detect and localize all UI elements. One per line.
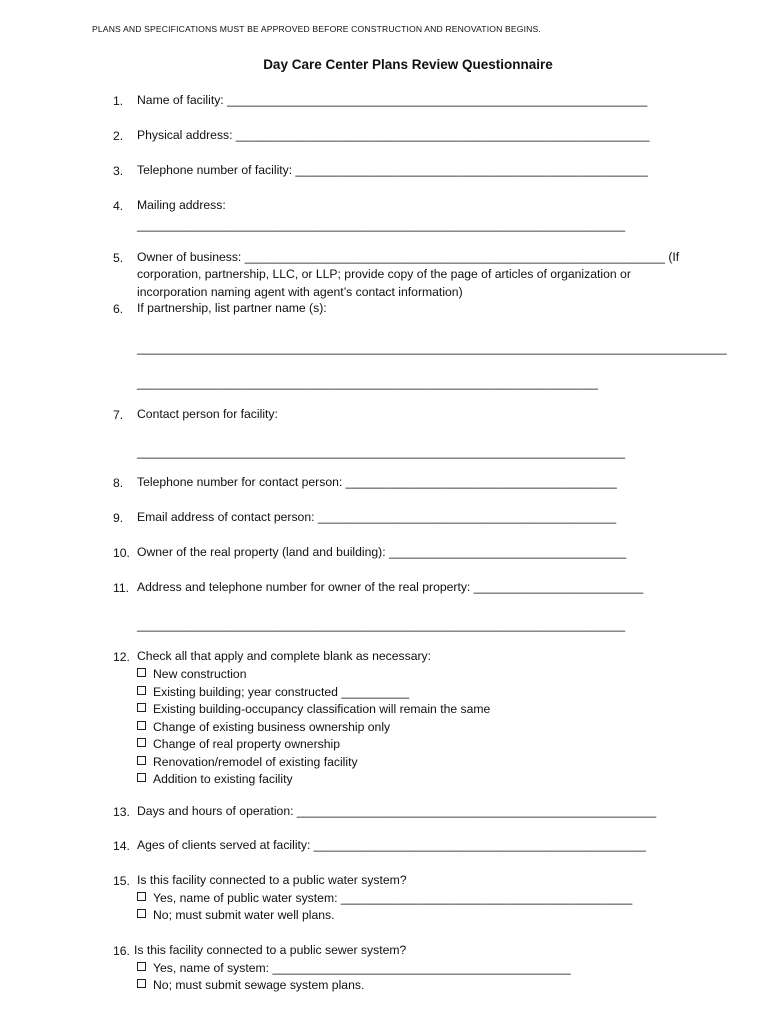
q12-option-new-construction <box>137 667 246 681</box>
question-2-physical-address: Physical address: _____________________________________________________________ <box>137 128 650 142</box>
question-10-number: 10. <box>113 546 130 560</box>
option-label: Renovation/remodel of existing facility <box>153 755 358 769</box>
question-4-mailing-address: Mailing address: <box>137 198 226 212</box>
option-label: No; must submit water well plans. <box>153 908 335 922</box>
checkbox-icon[interactable] <box>137 892 146 901</box>
question-13-number: 13. <box>113 805 130 819</box>
checkbox-icon[interactable] <box>137 721 146 730</box>
q12-option-occupancy-same <box>137 702 490 716</box>
question-9-number: 9. <box>113 511 124 525</box>
question-14-ages-served: Ages of clients served at facility: _________________________________________________ <box>137 838 646 852</box>
question-16-number: 16. <box>113 944 130 958</box>
question-8-contact-telephone: Telephone number for contact person: ________________________________________ <box>137 475 617 489</box>
question-15-public-water: Is this facility connected to a public water system? <box>137 873 407 887</box>
option-label: No; must submit sewage system plans. <box>153 978 365 992</box>
option-label: Yes, name of system: ____________________________________________ <box>153 961 571 975</box>
option-label: Yes, name of public water system: ___________________________________________ <box>153 891 633 905</box>
question-3-telephone-of-facility: Telephone number of facility: ____________________________________________________ <box>137 163 648 177</box>
page-title: Day Care Center Plans Review Questionnaire <box>263 57 553 72</box>
question-10-property-owner: Owner of the real property (land and building): ___________________________________ <box>137 545 627 559</box>
q12-option-property-ownership <box>137 737 340 751</box>
question-9-contact-email: Email address of contact person: ____________________________________________ <box>137 510 617 524</box>
q16-option-no <box>137 978 364 992</box>
q12-option-renovation <box>137 755 358 769</box>
checkbox-icon[interactable] <box>137 703 146 712</box>
question-16-public-sewer: Is this facility connected to a public sewer system? <box>134 943 407 957</box>
question-14-number: 14. <box>113 839 130 853</box>
option-label: Existing building; year constructed __________ <box>153 685 410 699</box>
question-12-number: 12. <box>113 650 130 664</box>
question-5-note-line-3: incorporation naming agent with agent’s contact information) <box>137 285 463 299</box>
question-11-number: 11. <box>113 581 130 595</box>
q15-option-yes <box>137 891 632 905</box>
question-6-partner-names: If partnership, list partner name (s): <box>137 301 327 315</box>
question-12-check-all: Check all that apply and complete blank as necessary: <box>137 649 432 663</box>
q15-option-no <box>137 908 335 922</box>
approval-notice: PLANS AND SPECIFICATIONS MUST BE APPROVED BEFORE CONSTRUCTION AND RENOVATION BEGINS. <box>92 24 541 34</box>
question-13-days-hours: Days and hours of operation: _____________________________________________________ <box>137 804 657 818</box>
option-label: Existing building-occupancy classification will remain the same <box>153 702 491 716</box>
checkbox-icon[interactable] <box>137 686 146 695</box>
question-5-note-line-2: corporation, partnership, LLC, or LLP; provide copy of the page of articles of organization or <box>137 267 631 281</box>
question-8-number: 8. <box>113 476 124 490</box>
checkbox-icon[interactable] <box>137 756 146 765</box>
checkbox-icon[interactable] <box>137 738 146 747</box>
question-6-answer-line-1: _______________________________________________________________________________________ <box>137 341 727 355</box>
question-4-answer-line: ________________________________________________________________________ <box>137 218 626 232</box>
question-7-contact-person: Contact person for facility: <box>137 407 278 421</box>
question-5-owner-of-business: Owner of business: ______________________________________________________________ (If <box>137 250 680 264</box>
question-6-number: 6. <box>113 302 124 316</box>
question-2-number: 2. <box>113 129 124 143</box>
question-5-number: 5. <box>113 251 124 265</box>
q12-option-business-ownership <box>137 720 390 734</box>
checkbox-icon[interactable] <box>137 962 146 971</box>
question-11-property-owner-contact: Address and telephone number for owner of the real property: _________________________ <box>137 580 644 594</box>
question-6-answer-line-2: ____________________________________________________________________ <box>137 376 598 390</box>
question-7-number: 7. <box>113 408 124 422</box>
q12-option-existing-building <box>137 685 409 699</box>
q12-option-addition <box>137 772 293 786</box>
question-3-number: 3. <box>113 164 124 178</box>
checkbox-icon[interactable] <box>137 979 146 988</box>
question-11-answer-line: ________________________________________________________________________ <box>137 618 626 632</box>
option-label: Addition to existing facility <box>153 772 293 786</box>
q16-option-yes <box>137 961 571 975</box>
question-1-name-of-facility: Name of facility: ______________________________________________________________ <box>137 93 648 107</box>
question-1-number: 1. <box>113 94 124 108</box>
question-4-number: 4. <box>113 199 124 213</box>
option-label: Change of existing business ownership only <box>153 720 391 734</box>
checkbox-icon[interactable] <box>137 773 146 782</box>
option-label: New construction <box>153 667 247 681</box>
checkbox-icon[interactable] <box>137 668 146 677</box>
option-label: Change of real property ownership <box>153 737 340 751</box>
question-7-answer-line: ________________________________________________________________________ <box>137 445 626 459</box>
question-15-number: 15. <box>113 874 130 888</box>
checkbox-icon[interactable] <box>137 909 146 918</box>
